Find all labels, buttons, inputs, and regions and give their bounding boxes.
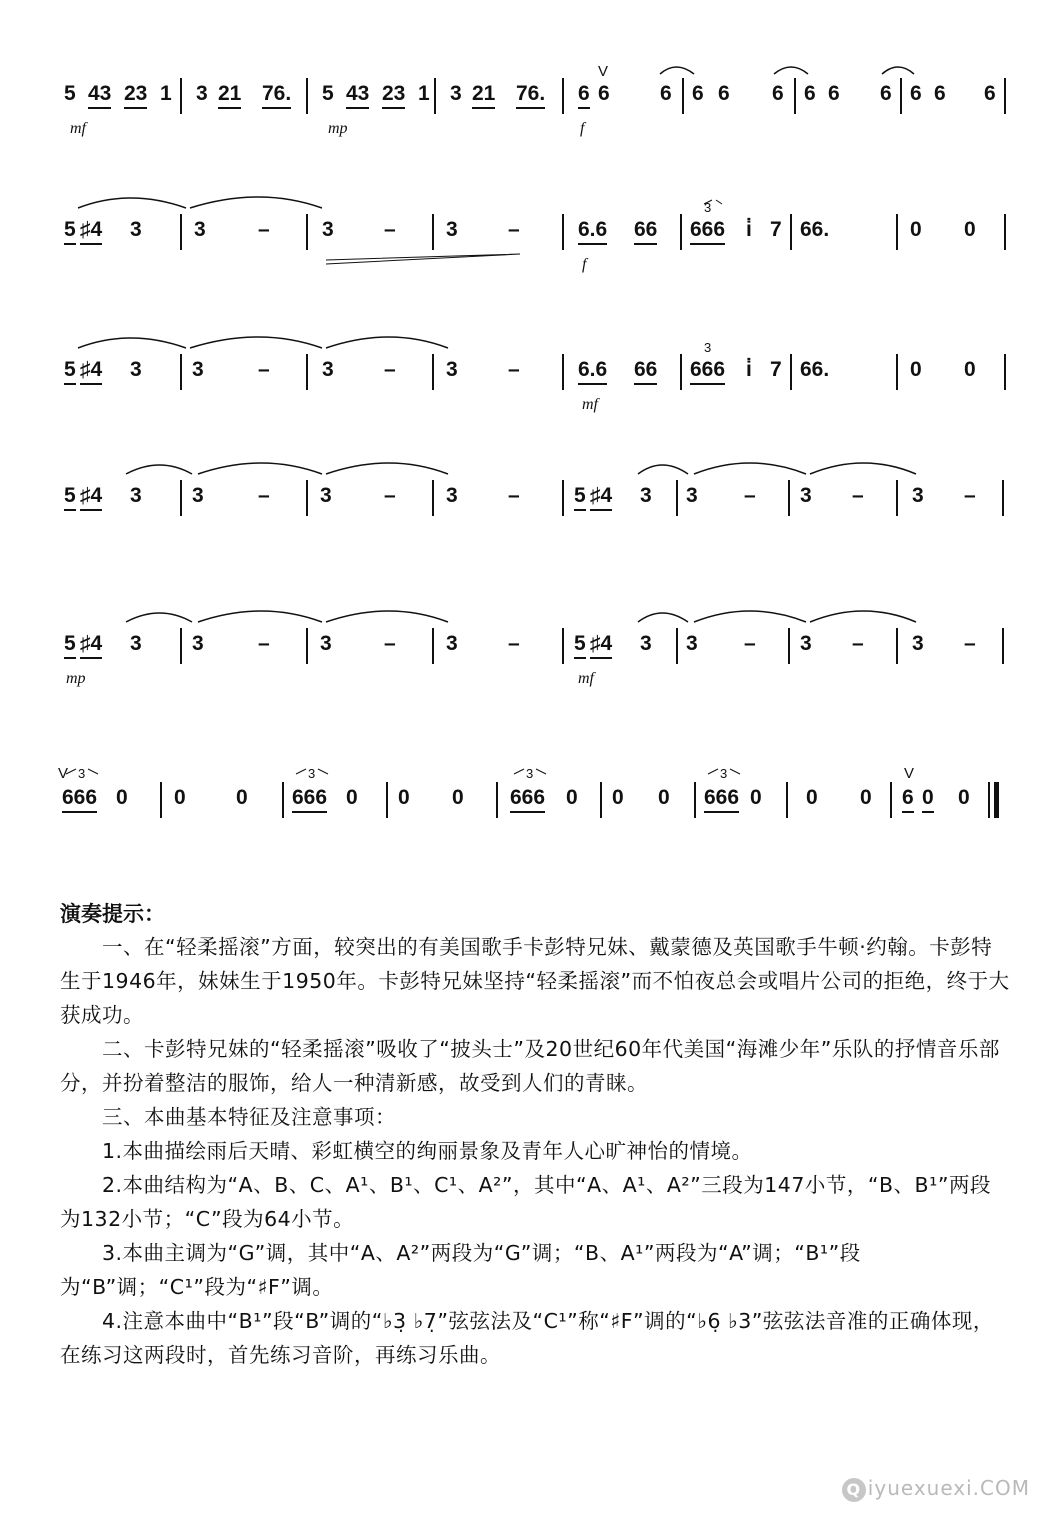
hint-paragraph: 3.本曲主调为“G”调，其中“A、A²”两段为“G”调；“B、A¹”两段为“A”调；“B¹”段为“B”调；“C¹”段为“♯F”调。 [60,1241,861,1299]
note: 7 [770,218,782,241]
watermark-text: iyuexuexi.COM [867,1476,1030,1500]
triplet-group: 666 [704,786,739,813]
rest: 0 [658,786,670,809]
dynamic-mark: mp [66,670,86,687]
note: 3 [322,218,334,241]
rest: 0 [236,786,248,809]
note: 3 [446,358,458,381]
triplet-number: 3 [704,340,712,355]
note: 1 [160,82,172,105]
note: 3 [130,632,142,655]
dash: – [258,358,270,381]
rest: 0 [346,786,358,809]
dash: – [508,632,520,655]
note-group: 23 [382,82,405,109]
slur-marks [0,628,1060,668]
note: 6 [578,82,590,109]
note-group: 43 [346,82,369,109]
triplet-number: 3 [308,766,316,781]
note: 6 [804,82,816,105]
rest: 0 [452,786,464,809]
note-group: 66. [800,358,830,381]
dash: – [258,484,270,507]
hint-paragraph: 三、本曲基本特征及注意事项： [102,1105,396,1129]
hint-paragraph: 二、卡彭特兄妹的“轻柔摇滚”吸收了“披头士”及20世纪60年代美国“海滩少年”乐队的抒情音乐部分，并扮着整洁的服饰，给人一种清新感，故受到人们的青睐。 [60,1037,1000,1095]
note: 6 [598,82,610,105]
note-group: 66. [800,218,830,241]
rest: 0 [806,786,818,809]
note: 5 [64,82,76,105]
note-group: 76. [516,82,545,109]
triplet-number: 3 [78,766,86,781]
note: 3 [640,632,652,655]
dynamic-mark: mp [328,120,348,137]
note-group: 23 [124,82,147,109]
note-group: 6.6 [578,218,607,245]
note: 3 [320,484,332,507]
dash: – [744,632,756,655]
note: 5 [574,632,586,659]
rest: 0 [958,786,970,809]
dash: – [384,218,396,241]
triplet-group: 666 [292,786,327,813]
note: i̇ [746,358,752,381]
triplet-group: 666 [510,786,545,813]
rest: 0 [612,786,624,809]
breath-mark: V [598,63,609,80]
dash: – [964,632,976,655]
triplet-group: 666 [690,358,725,385]
rest: 0 [398,786,410,809]
note: 3 [800,484,812,507]
dash: – [384,358,396,381]
watermark-logo-icon: Q [842,1478,866,1502]
slur-marks [0,214,1060,274]
rest: 0 [922,786,934,813]
triplet-number: 3 [526,766,534,781]
dynamic-mark: mf [70,120,86,137]
hint-paragraph: 1.本曲描绘雨后天晴、彩虹横空的绚丽景象及青年人心旷神怡的情境。 [102,1139,753,1163]
slur-marks [0,480,1060,520]
triplet-group: 666 [690,218,725,245]
note: 3 [192,632,204,655]
score-row-2 [0,200,1060,334]
dynamic-mark: f [582,256,587,273]
score-row-4 [0,480,1060,600]
slur-marks [0,354,1060,394]
hint-paragraph: 一、在“轻柔摇滚”方面，较突出的有美国歌手卡彭特兄妹、戴蒙德及英国歌手牛顿·约翰。卡彭特生于1946年，妹妹生于1950年。卡彭特兄妹坚持“轻柔摇滚”而不怕夜总会或唱片公司的拒绝，终于大获成功。 [60,935,1010,1027]
note: 6 [828,82,840,105]
note: 3 [322,358,334,381]
note-group: 76. [262,82,291,109]
slur-marks [0,78,1060,118]
note: 6 [692,82,704,105]
note: 5 [64,632,76,659]
note: 3 [130,218,142,241]
rest: 0 [910,358,922,381]
note: 3 [912,632,924,655]
note: 3 [192,358,204,381]
note: 3 [196,82,208,105]
triplet-number: 3 [704,200,712,215]
note: 6 [880,82,892,105]
dash: – [258,218,270,241]
note: 3 [130,358,142,381]
dynamic-mark: mf [582,396,598,413]
note: 6 [934,82,946,105]
note: 3 [320,632,332,655]
note: 3 [446,632,458,655]
dash: – [384,484,396,507]
note: 6 [902,786,914,813]
dash: – [508,358,520,381]
note-group: 6.6 [578,358,607,385]
dash: – [852,632,864,655]
note: 6 [718,82,730,105]
note: ♯4 [80,484,102,511]
note: 1 [418,82,430,105]
dash: – [384,632,396,655]
dash: – [508,484,520,507]
note: 3 [640,484,652,507]
note: ♯4 [80,632,102,659]
note: 3 [686,484,698,507]
note: 3 [446,218,458,241]
note: 3 [194,218,206,241]
note: 6 [910,82,922,105]
note: ♯4 [80,358,102,385]
performance-hints [60,930,1010,1372]
score-row-1 [0,63,1060,198]
note: 3 [686,632,698,655]
dash: – [508,218,520,241]
hint-paragraph: 2.本曲结构为“A、B、C、A¹、B¹、C¹、A²”，其中“A、A¹、A²”三段为147小节，“B、B¹”两段为132小节；“C”段为64小节。 [60,1173,991,1231]
note: i̇ [746,218,752,241]
note: ♯4 [590,632,612,659]
dash: – [852,484,864,507]
rest: 0 [566,786,578,809]
note: 6 [984,82,996,105]
note: 3 [912,484,924,507]
note: 5 [322,82,334,105]
note-group: 21 [472,82,495,109]
note-group: 43 [88,82,111,109]
breath-mark: V [58,765,69,782]
note: 3 [192,484,204,507]
rest: 0 [860,786,872,809]
note: 3 [450,82,462,105]
note: 3 [800,632,812,655]
dash: – [744,484,756,507]
note: 5 [64,218,76,245]
note: 6 [772,82,784,105]
rest: 0 [116,786,128,809]
note: ♯4 [80,218,102,245]
note-group: 66 [634,358,657,385]
site-watermark [842,1476,1030,1502]
note: 6 [660,82,672,105]
hint-paragraph: 4.注意本曲中“B¹”段“B”调的“♭3̣ ♭7̣”弦弦法及“C¹”称“♯F”调的“♭6̣ ♭3”弦弦法音准的正确体现，在练习这两段时，首先练习音阶，再练习乐曲。 [60,1309,994,1367]
note: 5 [64,484,76,511]
dash: – [964,484,976,507]
triplet-number: 3 [720,766,728,781]
score-row-6 [0,765,1060,902]
note: 7 [770,358,782,381]
rest: 0 [964,218,976,241]
note: ♯4 [590,484,612,511]
slur-marks [0,782,1060,822]
rest: 0 [964,358,976,381]
triplet-group: 666 [62,786,97,813]
rest: 0 [750,786,762,809]
score-row-3 [0,340,1060,474]
note: 3 [130,484,142,507]
score-row-5 [0,628,1060,748]
note-group: 66 [634,218,657,245]
dash: – [258,632,270,655]
dynamic-mark: mf [578,670,594,687]
dynamic-mark: f [580,120,585,137]
rest: 0 [910,218,922,241]
performance-hints-title: 演奏提示： [60,902,165,926]
breath-mark: V [904,765,915,782]
note-group: 21 [218,82,241,109]
note: 3 [446,484,458,507]
rest: 0 [174,786,186,809]
note: 5 [574,484,586,511]
note: 5 [64,358,76,385]
